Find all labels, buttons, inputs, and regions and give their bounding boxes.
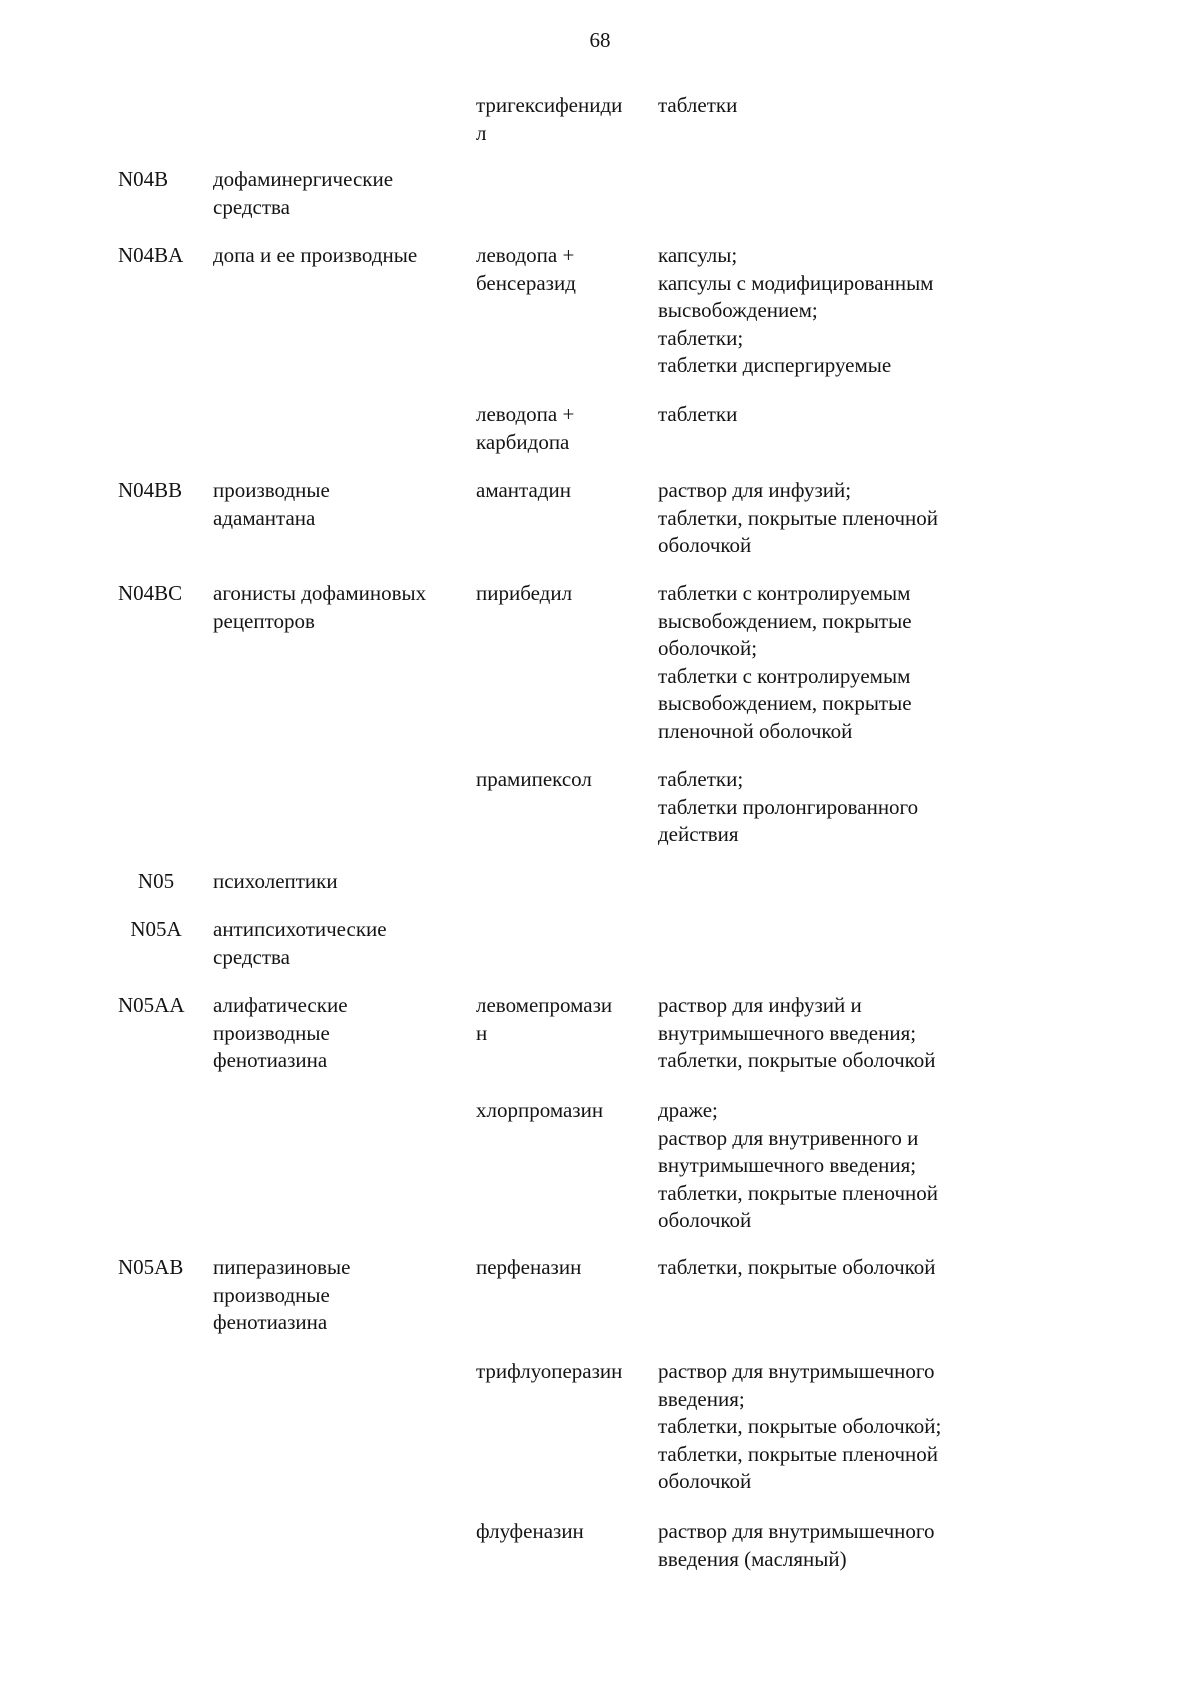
drug-name: прамипексол: [476, 767, 592, 791]
drug-name: тригексифениди л: [476, 93, 623, 145]
drug-name: пирибедил: [476, 581, 573, 605]
page-number: 68: [589, 28, 611, 52]
dosage-forms: таблетки: [658, 93, 738, 117]
drug-name: амантадин: [476, 478, 571, 502]
dosage-forms: таблетки, покрытые оболочкой: [658, 1255, 936, 1279]
atc-code: N04BB: [118, 478, 183, 502]
atc-code: N04B: [118, 167, 169, 191]
dosage-forms: раствор для инфузий; таблетки, покрытые пленочной оболочкой: [658, 478, 939, 557]
atc-code: N04BC: [118, 581, 183, 605]
pharmacological-group: пиперазиновые производные фенотиазина: [213, 1255, 351, 1334]
dosage-forms: таблетки; таблетки пролонгированного действия: [658, 767, 919, 846]
dosage-forms: раствор для инфузий и внутримышечного введения; таблетки, покрытые оболочкой: [658, 993, 936, 1072]
pharmacological-group: допа и ее производные: [213, 243, 418, 267]
dosage-forms: таблетки с контролируемым высвобождением, покрытые оболочкой; таблетки с контролируемым высвобождением, покрытые пленочной оболочкой: [658, 581, 912, 743]
drug-name: леводопа + карбидопа: [476, 402, 575, 454]
dosage-forms: раствор для внутримышечного введения (масляный): [658, 1519, 935, 1571]
drug-name: левомепромази н: [476, 993, 613, 1045]
dosage-forms: раствор для внутримышечного введения; таблетки, покрытые оболочкой; таблетки, покрытые пленочной оболочкой: [658, 1359, 942, 1493]
drug-name: леводопа + бенсеразид: [476, 243, 576, 295]
atc-code: N05AA: [118, 993, 185, 1017]
atc-code: N05A: [130, 917, 182, 941]
drug-name: флуфеназин: [476, 1519, 584, 1543]
drug-name: трифлуоперазин: [476, 1359, 623, 1383]
pharmacological-group: психолептики: [213, 869, 338, 893]
pharmacological-group: алифатические производные фенотиазина: [213, 993, 348, 1072]
pharmacological-group: антипсихотические средства: [213, 917, 387, 969]
atc-code: N05: [137, 869, 175, 893]
drug-name: хлорпромазин: [476, 1098, 604, 1122]
dosage-forms: драже; раствор для внутривенного и внутримышечного введения; таблетки, покрытые пленочной оболочкой: [658, 1098, 939, 1232]
pharmacological-group: производные адамантана: [213, 478, 330, 530]
pharmacological-group: агонисты дофаминовых рецепторов: [213, 581, 427, 633]
drug-name: перфеназин: [476, 1255, 582, 1279]
atc-code: N05AB: [118, 1255, 184, 1279]
dosage-forms: капсулы; капсулы с модифицированным высвобождением; таблетки; таблетки диспергируемые: [658, 243, 934, 377]
pharmacological-group: дофаминергические средства: [213, 167, 394, 219]
atc-code: N04BA: [118, 243, 184, 267]
dosage-forms: таблетки: [658, 402, 738, 426]
